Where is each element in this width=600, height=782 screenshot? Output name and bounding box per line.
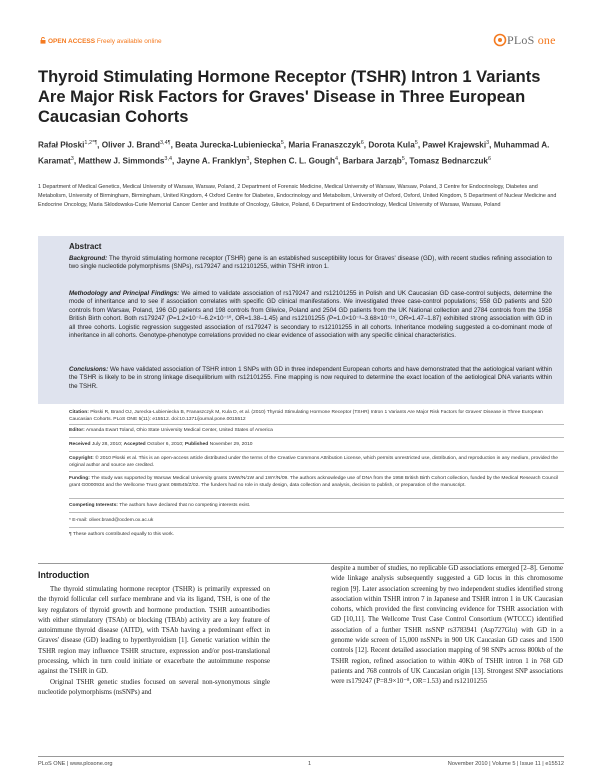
author-affiliation: 3,4 — [164, 155, 173, 162]
abstract-conclusions — [69, 366, 552, 391]
one-wordmark: one — [537, 33, 556, 47]
divider — [69, 527, 564, 528]
accepted-date: October 6, 2010; — [147, 442, 184, 447]
citation-text: Płoski R, Brand OJ, Jurecka-Lubieniecka B, Franaszczyk M, Kula D, et al. (2010) Thyroid Stimulating Hormone Receptor (TSHR) Intron 1 Variants Are Major Risk Factors for Graves' Disease in Three European Caucasian Cohorts. PLoS ONE 5(11): e15512. doi:10.1371/journal.pone.0015512 — [69, 410, 543, 423]
open-access-banner — [40, 37, 162, 45]
divider — [69, 471, 564, 472]
author-name: Muhammad A. Karamat — [38, 140, 550, 166]
competing-text: The authors have declared that no competing interests exist. — [119, 503, 251, 508]
divider — [69, 424, 564, 425]
author-name: Paweł Krajewski — [422, 140, 487, 150]
editor-label: Editor: — [69, 428, 85, 433]
divider — [69, 437, 564, 438]
article-title: Thyroid Stimulating Hormone Receptor (TSHR) Intron 1 Variants Are Major Risk Factors for Graves' Disease in Three European Caucasian Cohorts — [38, 68, 541, 126]
intro-paragraph: despite a number of studies, no replicable GD associations emerged [2–8]. Genome wide linkage analysis subsequently suggested a GD locus in this chromosome region [9]. Later association screening by two independent studies identified strong association within TSHR intron 7 in Japanese and TSHR intron 1 in UK Caucasian cohorts, which provided the first convincing evidence for TSHR association with GD [10,11]. The Wellcome Trust Case Control Consortium (WTCCC) identified association of a further TSHR nsSNP rs3783941 (Asp727Glu) with GD in a genome wide screen of 15,000 nsSNPs in 900 UK Caucasian GD cases and 1500 controls [12]. Recent detailed association mapping of 98 SNPs across 800kb of the TSHR region, refined association to within 40Kb of TSHR intron 1 in 768 GD patients and 768 controls of UK Caucasian origin [13]. Strongest SNP associations were rs179247 (P=8.9×10⁻⁸, OR=1.53) and rs12101255 — [331, 564, 563, 686]
editor-text: Amanda Ewart Toland, Ohio State University Medical Center, United States of America — [85, 428, 273, 433]
author-name: Dorota Kula — [368, 140, 415, 150]
introduction-column-2 — [331, 563, 563, 687]
page-number: 1 — [308, 761, 312, 767]
open-label: OPEN — [48, 38, 67, 45]
author-affiliation: 4 — [334, 155, 339, 162]
intro-paragraph: Original TSHR genetic studies focused on several non-synonymous single nucleotide polymorphisms (nsSNPs) and — [38, 677, 270, 696]
corresponding-email[interactable]: * E-mail: oliver.brand@ocdem.ox.ac.uk — [69, 518, 154, 523]
author-name: Oliver J. Brand — [101, 140, 160, 150]
conclusions-text: We have validated association of TSHR intron 1 SNPs with GD in three independent European cohorts and have demonstrated that the aetiological variant within the TSHR is likely to be in strong linkage disequilibrium with rs12101255. Fine mapping is now required to determine the exact location of the aetiological DNA variants within the TSHR. — [69, 366, 552, 390]
plos-wordmark: PLoS — [507, 33, 535, 47]
conclusions-label: Conclusions: — [69, 366, 109, 373]
author-name: Matthew J. Simmonds — [78, 156, 165, 166]
author-affiliation: 3 — [486, 140, 490, 146]
author-name: Beata Jurecka-Lubieniecka — [175, 140, 281, 150]
methodology-label: Methodology and Principal Findings: — [69, 290, 180, 297]
author-affiliation: 6 — [360, 140, 364, 146]
author-name: Tomasz Bednarczuk — [409, 156, 488, 166]
author-name: Stephen C. L. Gough — [254, 156, 335, 166]
open-lock-icon — [40, 37, 46, 44]
author-name: Maria Franaszczyk — [288, 140, 361, 150]
author-affiliation: 3,4¶ — [159, 140, 171, 146]
copyright-label: Copyright: — [69, 456, 94, 461]
affiliations: 1 Department of Medical Genetics, Medical University of Warsaw, Warsaw, Poland, 2 Department of Forensic Medicine, Medical University of Warsaw, Warsaw, Poland, 3 Centre for Endocrinology, Diabetes and Metabolism, University of Birmingham, Birmingham, United Kingdom, 4 Oxford Centre for Diabetes, Endocrinology and Metabolism, University of Oxford, Oxford, United Kingdom, 5 Department of Nuclear Medicine and Endocrine Oncology, Maria Sklodowska-Curie Memorial Cancer Center and Institute of Oncology, Gliwice, Poland, 6 Department of Endocrinology, Medical University of Warsaw, Warsaw, Poland — [38, 184, 557, 208]
author-affiliation: 3 — [246, 155, 250, 162]
author-name: Barbara Jarząb — [342, 156, 402, 166]
author-affiliation: 1,2*¶ — [84, 140, 98, 146]
author-name: Jayne A. Franklyn — [176, 156, 247, 166]
abstract-background — [69, 255, 552, 272]
copyright — [69, 455, 564, 469]
introduction-heading: Introduction — [38, 570, 90, 580]
published-date: November 29, 2010 — [209, 442, 253, 447]
author-list: Rafał Płoski$^{1,2*\P}$, Oliver J. Brand$^{3,4\P}$, Beata Jurecka-Lubieniecka$^5$, Maria Franaszczyk$^6$, Dorota Kula$^5$, Paweł Krajewski$^3$, Muhammad A. Karamat$^3$, Matthew J. Simmonds$^{3,4}$, Jayne A. Franklyn$^3$, Stephen C. L. Gough$^4$, Barbara Jarząb$^5$, Tomasz Bednarczuk$^6$ — [38, 140, 550, 166]
author-affiliation: 5 — [401, 155, 405, 162]
competing-label: Competing Interests: — [69, 503, 118, 508]
background-text: The thyroid stimulating hormone receptor (TSHR) gene is an established susceptibility locus for Graves' disease (GD), with recent studies refining association to two single nucleotide polymorphisms (SNPs), rs179247 and rs12101255, within TSHR intron 1. — [69, 255, 552, 271]
accepted-label: Accepted — [123, 442, 146, 447]
footer-journal[interactable]: PLoS ONE | www.plosone.org — [38, 761, 113, 767]
abstract-box — [38, 236, 564, 404]
divider — [69, 451, 564, 452]
author-affiliation: 5 — [414, 140, 418, 146]
journal-logo — [493, 30, 563, 50]
funding — [69, 475, 564, 489]
footer-issue: November 2010 | Volume 5 | Issue 11 | e15512 — [447, 761, 564, 767]
background-label: Background: — [69, 255, 108, 262]
received-label: Received — [69, 442, 91, 447]
copyright-text: © 2010 Płoski et al. This is an open-access article distributed under the terms of the Creative Commons Attribution License, which permits unrestricted use, distribution, and reproduction in any medium, provided the original author and source are credited. — [69, 456, 559, 469]
competing-interests — [69, 502, 564, 509]
funding-text: The study was supported by Warsaw Medical University grants 1WW/N/1W and 1WY/N/09. The authors acknowledge use of DNA from the 1958 British Birth Cohort collection, funded by the Medical Research Council grant G0000934 and the Wellcome Trust grant 068545/Z/02. The funders had no role in study design, data collection and analysis, decision to publish, or preparation of the manuscript. — [69, 476, 559, 489]
freely-available-label: Freely available online — [96, 38, 162, 45]
introduction-column-1 — [38, 584, 270, 697]
author-affiliation: 5 — [280, 140, 284, 146]
author-affiliation: 3 — [70, 155, 74, 162]
intro-paragraph: The thyroid stimulating hormone receptor (TSHR) is primarily expressed on the thyroid follicular cell surface membrane and via its ligand, TSH, is one of the key regulators of thyroid growth and hormone production. TSHR autoantibodies with either stimulatory (TSAb) or blocking (TBAb) activity are a key feature of autoimmune thyroid disease (AITD), with TSAb having a predominant effect in Graves' disease (GD) leading to hyperthyroidism [1]. Genetic variation within the TSHR region may influence TSHR structure, expression and/or post-translational processing, which in turn could initiate or exacerbate the autoimmune response against the TSHR in GD. — [38, 585, 270, 676]
footer-rule — [38, 756, 564, 757]
author-name: Rafał Płoski — [38, 140, 85, 150]
editor — [69, 427, 564, 434]
equal-contribution-note: ¶ These authors contributed equally to this work. — [69, 532, 175, 537]
citation — [69, 409, 564, 423]
plos-emblem-icon — [493, 32, 507, 48]
dates — [69, 441, 564, 448]
methodology-text: We aimed to validate association of rs179247 and rs12101255 in Polish and UK Caucasian GD case-control subjects, determine the mode of inheritance and to see if association correlates with specific GD clinical manifestations. We investigated three case-control populations; 558 GD patients and 520 controls from Warsaw, Poland, 196 GD patients and 198 controls from Gliwice, Poland and 2504 GD patients from the UK National collection and 2784 controls from the 1958 British Birth cohort. Both rs179247 (P=1.2×10⁻²–6.2×10⁻¹⁰, OR=1.38–1.45) and rs12101255 (P=1.0×10⁻³–3.68×10⁻¹⁵, OR=1.47–1.87) exhibited strong association with GD in all three cohorts. Logistic regression suggested association of rs179247 is secondary to rs12101255 in all cohorts. Inheritance modeling suggested a co-dominant mode of inheritance in all cohorts. Genotype-phenotype correlations provided no clear evidence of association with any specific clinical characteristics. — [69, 290, 552, 340]
divider — [69, 498, 564, 499]
citation-label: Citation: — [69, 410, 89, 415]
abstract-methodology — [69, 290, 552, 340]
divider — [69, 512, 564, 513]
received-date: July 28, 2010; — [91, 442, 123, 447]
abstract-heading: Abstract — [69, 242, 102, 251]
author-affiliation: 6 — [487, 155, 492, 162]
access-label: ACCESS — [68, 38, 96, 45]
funding-label: Funding: — [69, 476, 90, 481]
published-label: Published — [184, 442, 209, 447]
